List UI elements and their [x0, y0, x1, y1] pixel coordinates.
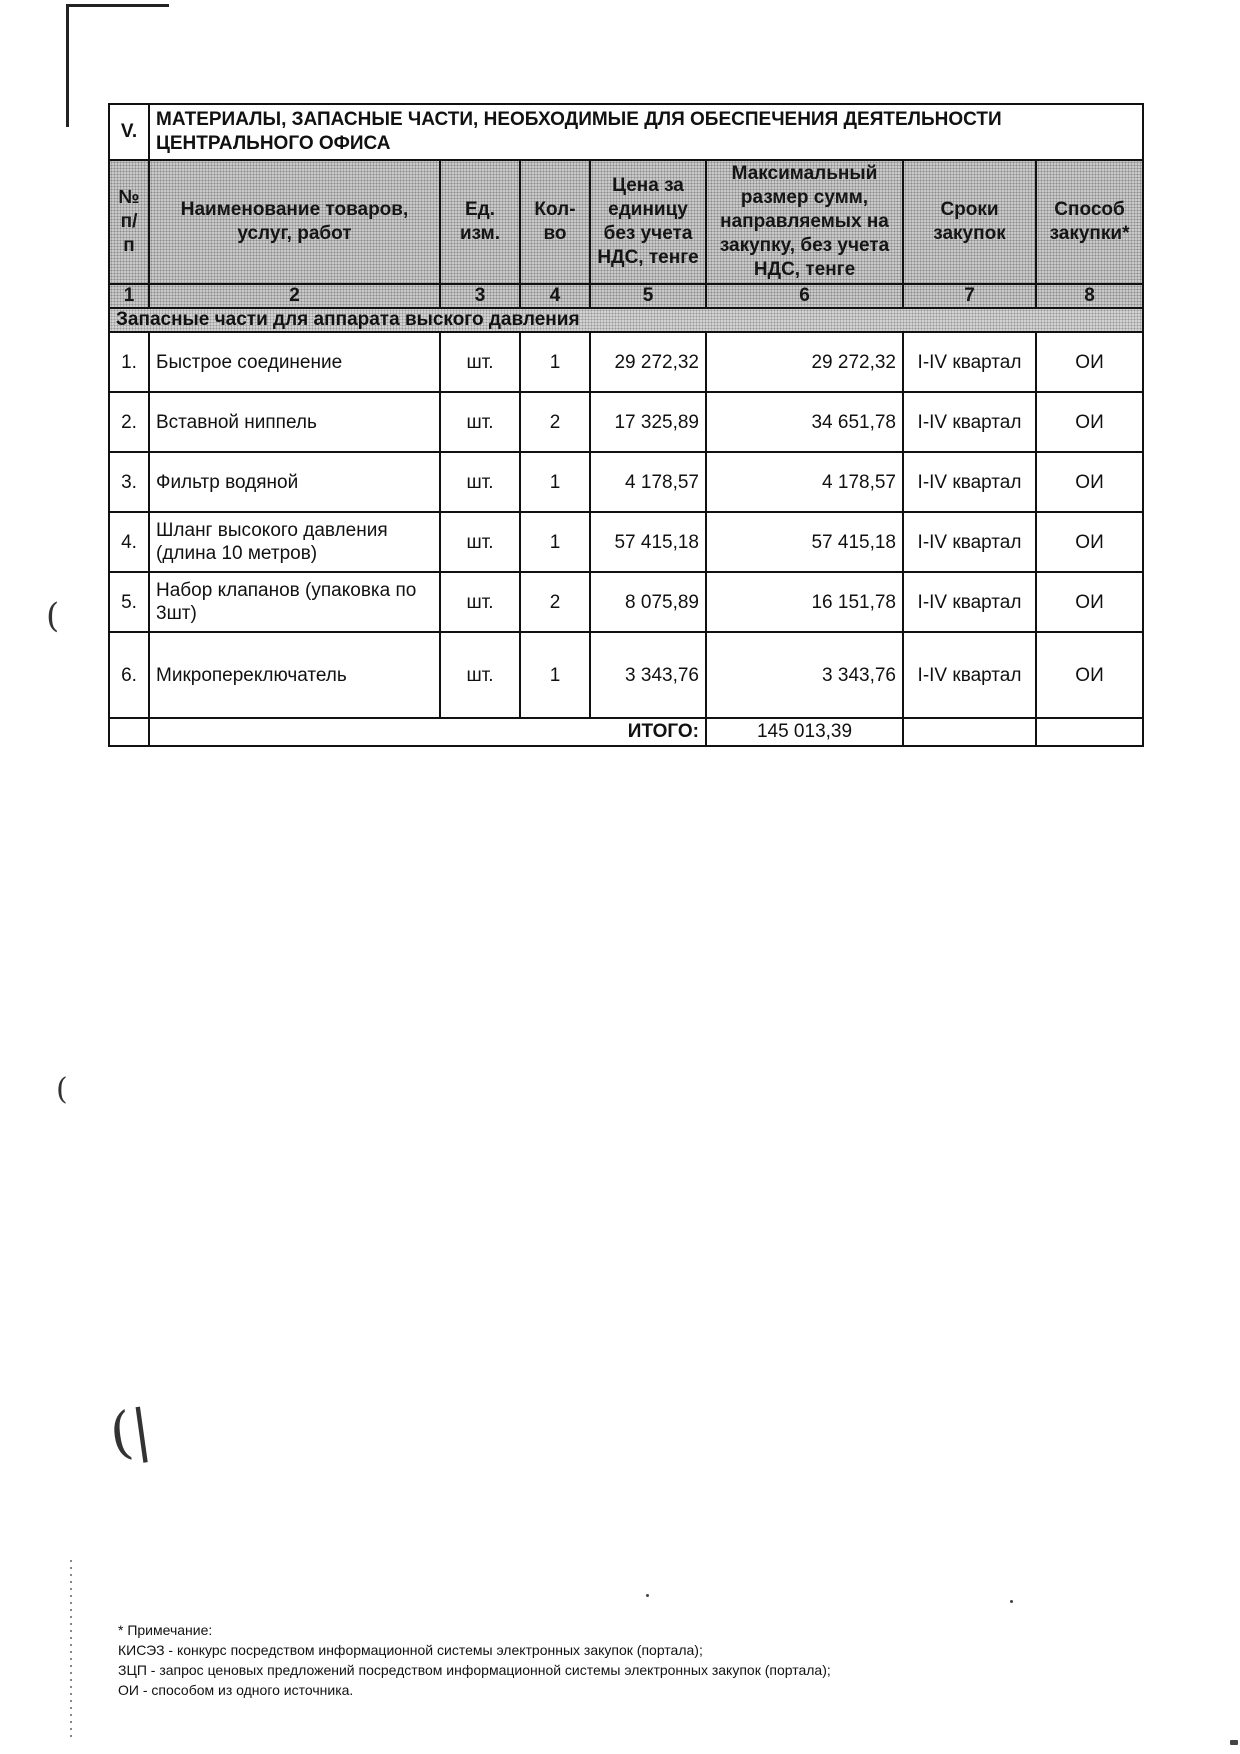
table-row — [109, 572, 1143, 632]
item-name: Вставной ниппель — [149, 392, 440, 452]
column-number: 1 — [109, 284, 149, 308]
item-period: I-IV квартал — [903, 572, 1036, 632]
column-header: Цена за единицу без учета НДС, тенге — [590, 160, 706, 284]
footnote-line: КИСЭЗ - конкурс посредством информационной системы электронных закупок (портала); — [118, 1642, 703, 1658]
item-period: I-IV квартал — [903, 512, 1036, 572]
table-row — [109, 512, 1143, 572]
column-number: 7 — [903, 284, 1036, 308]
item-method: ОИ — [1036, 572, 1143, 632]
item-name: Фильтр водяной — [149, 452, 440, 512]
item-price: 17 325,89 — [590, 392, 706, 452]
item-name: Быстрое соединение — [149, 332, 440, 392]
column-header: Кол-во — [520, 160, 590, 284]
item-unit: шт. — [440, 392, 520, 452]
column-header: № п/п — [109, 160, 149, 284]
item-name: Микропереключатель — [149, 632, 440, 718]
total-empty-cell — [109, 718, 149, 746]
item-quantity: 2 — [520, 392, 590, 452]
margin-handwriting-mark: ( — [46, 596, 60, 636]
footnotes — [118, 1620, 831, 1700]
group-title-row — [109, 308, 1143, 332]
item-unit: шт. — [440, 632, 520, 718]
total-empty-cell — [903, 718, 1036, 746]
item-amount: 29 272,32 — [706, 332, 903, 392]
item-period: I-IV квартал — [903, 452, 1036, 512]
section-number: V. — [109, 104, 149, 160]
item-period: I-IV квартал — [903, 632, 1036, 718]
item-quantity: 2 — [520, 572, 590, 632]
item-price: 57 415,18 — [590, 512, 706, 572]
total-empty-cell — [1036, 718, 1143, 746]
item-price: 29 272,32 — [590, 332, 706, 392]
item-quantity: 1 — [520, 452, 590, 512]
item-quantity: 1 — [520, 632, 590, 718]
total-row — [109, 718, 1143, 746]
row-number: 1. — [109, 332, 149, 392]
total-label: ИТОГО: — [149, 718, 706, 746]
column-header: Наименование товаров, услуг, работ — [149, 160, 440, 284]
row-number: 3. — [109, 452, 149, 512]
footnote-title: * Примечание: — [118, 1622, 213, 1638]
column-number: 6 — [706, 284, 903, 308]
column-number: 8 — [1036, 284, 1143, 308]
footnote-line: ЗЦП - запрос ценовых предложений посредством информационной системы электронных закупок (портала); — [118, 1662, 831, 1678]
margin-handwriting-mark: ( — [56, 1072, 68, 1107]
item-unit: шт. — [440, 452, 520, 512]
item-unit: шт. — [440, 572, 520, 632]
item-amount: 34 651,78 — [706, 392, 903, 452]
column-header: Ед. изм. — [440, 160, 520, 284]
section-title: МАТЕРИАЛЫ, ЗАПАСНЫЕ ЧАСТИ, НЕОБХОДИМЫЕ ДЛЯ ОБЕСПЕЧЕНИЯ ДЕЯТЕЛЬНОСТИ ЦЕНТРАЛЬНОГО ОФИСА — [149, 104, 1143, 160]
column-number: 2 — [149, 284, 440, 308]
column-number: 5 — [590, 284, 706, 308]
column-number: 4 — [520, 284, 590, 308]
scan-speck — [646, 1594, 649, 1597]
item-method: ОИ — [1036, 392, 1143, 452]
item-name: Набор клапанов (упаковка по 3шт) — [149, 572, 440, 632]
item-amount: 16 151,78 — [706, 572, 903, 632]
scan-margin-dots — [70, 1560, 72, 1740]
row-number: 2. — [109, 392, 149, 452]
column-number: 3 — [440, 284, 520, 308]
section-title-row — [109, 104, 1143, 160]
column-number-row — [109, 284, 1143, 308]
row-number: 6. — [109, 632, 149, 718]
item-method: ОИ — [1036, 632, 1143, 718]
scan-speck — [1230, 1740, 1238, 1745]
item-price: 8 075,89 — [590, 572, 706, 632]
column-header-row — [109, 160, 1143, 284]
handwritten-signature: (| — [105, 1397, 156, 1468]
item-amount: 4 178,57 — [706, 452, 903, 512]
item-period: I-IV квартал — [903, 332, 1036, 392]
item-quantity: 1 — [520, 332, 590, 392]
table-row — [109, 332, 1143, 392]
item-amount: 3 343,76 — [706, 632, 903, 718]
row-number: 5. — [109, 572, 149, 632]
item-unit: шт. — [440, 512, 520, 572]
column-header: Способ закупки* — [1036, 160, 1143, 284]
row-number: 4. — [109, 512, 149, 572]
item-method: ОИ — [1036, 452, 1143, 512]
item-name: Шланг высокого давления (длина 10 метров) — [149, 512, 440, 572]
column-header: Сроки закупок — [903, 160, 1036, 284]
table-row — [109, 632, 1143, 718]
table-row — [109, 392, 1143, 452]
footnote-line: ОИ - способом из одного источника. — [118, 1682, 354, 1698]
total-amount: 145 013,39 — [706, 718, 903, 746]
item-unit: шт. — [440, 332, 520, 392]
item-method: ОИ — [1036, 512, 1143, 572]
procurement-table — [108, 103, 1144, 747]
scan-speck — [1010, 1600, 1013, 1603]
item-price: 3 343,76 — [590, 632, 706, 718]
group-title: Запасные части для аппарата выского давления — [109, 308, 1143, 332]
item-price: 4 178,57 — [590, 452, 706, 512]
column-header: Максимальный размер сумм, направляемых на закупку, без учета НДС, тенге — [706, 160, 903, 284]
item-method: ОИ — [1036, 332, 1143, 392]
item-quantity: 1 — [520, 512, 590, 572]
item-period: I-IV квартал — [903, 392, 1036, 452]
item-amount: 57 415,18 — [706, 512, 903, 572]
table-row — [109, 452, 1143, 512]
